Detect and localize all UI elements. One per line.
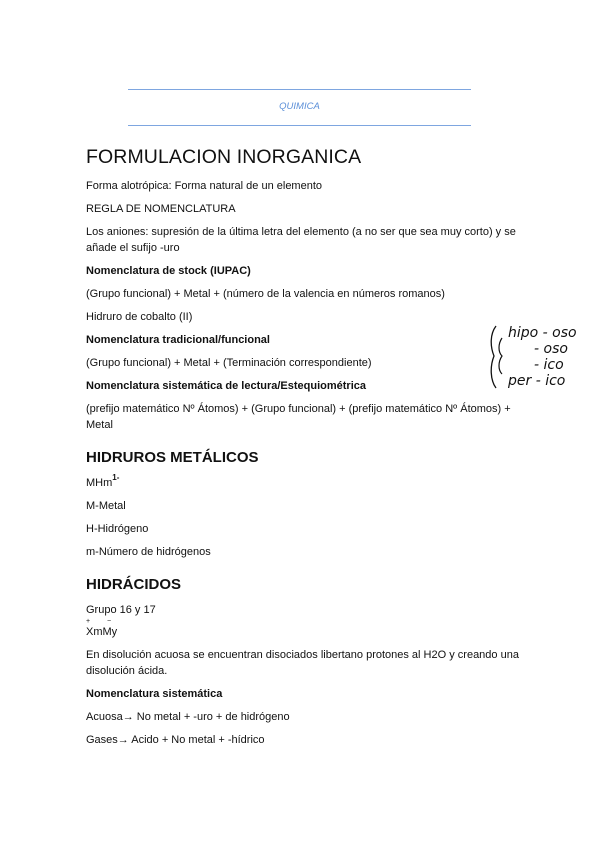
header-rule-bottom	[128, 125, 471, 126]
stock-rule: (Grupo funcional) + Metal + (número de la valencia en números romanos)	[86, 288, 445, 300]
page-title: FORMULACION INORGANICA	[86, 146, 362, 168]
page-header: QUIMICA	[279, 101, 320, 112]
hidracidos-heading: HIDRÁCIDOS	[86, 576, 182, 593]
hidracidos-acuosa: Acuosa→ No metal + -uro + de hidrógeno	[86, 711, 290, 723]
sistematica-heading: Nomenclatura sistemática de lectura/Estequiométrica	[86, 380, 366, 392]
minus-mark: −	[107, 618, 112, 625]
handwritten-line-4: per - ico	[508, 373, 566, 389]
line-forma-alotropica: Forma alotrópica: Forma natural de un elemento	[86, 180, 323, 192]
handwritten-line-1: hipo - oso	[508, 325, 577, 341]
hidruros-m-metal: M-Metal	[86, 500, 126, 512]
document-body	[86, 146, 526, 755]
hidracidos-grupo: Grupo 16 y 17	[86, 604, 156, 616]
hidruros-formula	[86, 475, 526, 491]
hidruros-h-hidrogeno: H-Hidrógeno	[86, 523, 149, 535]
hidruros-heading: HIDRUROS METÁLICOS	[86, 449, 259, 466]
handwritten-note	[486, 322, 596, 392]
handwritten-line-2: - oso	[534, 341, 568, 357]
hidracidos-sist-heading: Nomenclatura sistemática	[86, 688, 223, 700]
plus-mark: +	[86, 618, 91, 625]
tradicional-rule: (Grupo funcional) + Metal + (Terminación correspondiente)	[86, 357, 372, 369]
hidruros-m-numero: m-Número de hidrógenos	[86, 546, 211, 558]
sistematica-rule: (prefijo matemático Nº Átomos) + (Grupo funcional) + (prefijo matemático Nº Átomos) + Metal	[86, 403, 511, 431]
handwritten-line-3: - ico	[534, 357, 564, 373]
stock-example: Hidruro de cobalto (II)	[86, 311, 193, 323]
tradicional-heading: Nomenclatura tradicional/funcional	[86, 334, 270, 346]
hidracidos-disolucion: En disolución acuosa se encuentran disociados libertano protones al H2O y creando una disolución ácida.	[86, 649, 519, 677]
hidracidos-gases: Gases→ Acido + No metal + -hídrico	[86, 734, 265, 746]
line-regla: REGLA DE NOMENCLATURA	[86, 203, 236, 215]
line-aniones: Los aniones: supresión de la última letra del elemento (a no ser que sea muy corto) y se añade el sufijo -uro	[86, 226, 516, 254]
hidracidos-formula	[86, 618, 526, 640]
hidracidos-formula-text: + − XmMy	[86, 622, 117, 640]
charge-mark: 1-	[112, 473, 120, 482]
header-rule-top	[128, 89, 471, 90]
stock-heading: Nomenclatura de stock (IUPAC)	[86, 265, 251, 277]
hidruros-formula-text: MHm 1-	[86, 477, 112, 489]
